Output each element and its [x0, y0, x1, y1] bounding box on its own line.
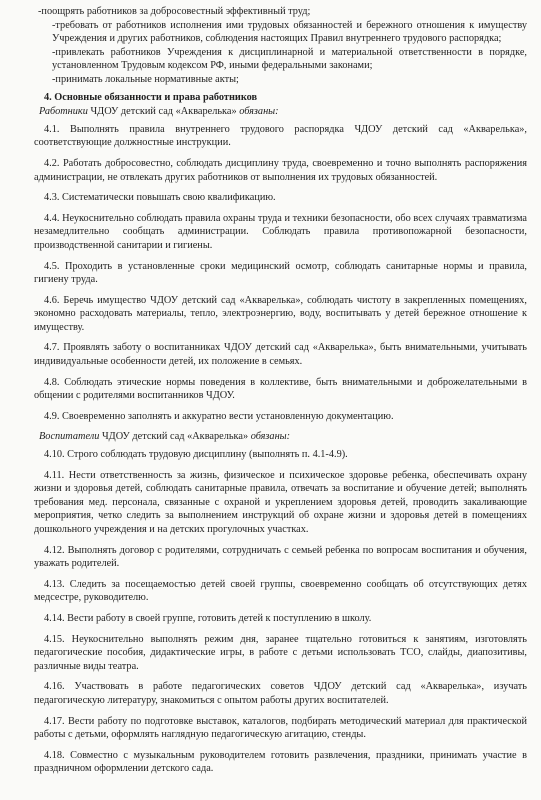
teachers-obliged: обязаны: [250, 431, 291, 443]
paragraph-4-17: 4.17. Вести работу по подготовке выставок, каталогов, подбирать методический материал для практической работы с детьми, оформлять наглядную педагогическую агитацию, стенды. [34, 715, 527, 741]
teachers-lead: Воспитатели [39, 431, 100, 443]
workers-subheading [34, 105, 527, 119]
paragraph-4-18: 4.18. Совместно с музыкальным руководителем готовить развлечения, праздники, принимать участие в праздничном оформлении детского сада. [34, 749, 527, 775]
paragraph-4-14: 4.14. Вести работу в своей группе, готовить детей к поступлению в школу. [44, 612, 372, 624]
intro-line: -требовать от работников исполнения ими трудовых обязанностей и бережного отношения к имуществу Учреждения и других работников, соблюдения настоящих Правил внутреннего трудового распорядка; [52, 19, 527, 45]
paragraph-4-12: 4.12. Выполнять договор с родителями, сотрудничать с семьей ребенка по вопросам воспитания и обучения, уважать родителей. [34, 544, 527, 570]
intro-line: -привлекать работников Учреждения к дисциплинарной и материальной ответственности в порядке, установленном Трудовым кодексом РФ, иными федеральными законами; [52, 46, 527, 72]
teachers-subheading [34, 430, 527, 444]
paragraph-4-16: 4.16. Участвовать в работе педагогических советов ЧДОУ детский сад «Акварелька», изучать педагогическую литературу, знакомиться с опытом работы других воспитателей. [34, 681, 527, 706]
paragraph-4-13: 4.13. Следить за посещаемостью детей своей группы, своевременно сообщать об отсутствующих детях медсестре, руководителю. [34, 578, 527, 604]
paragraph-4-5: 4.5. Проходить в установленные сроки медицинский осмотр, соблюдать санитарные нормы и правила, гигиену труда. [34, 260, 527, 286]
workers-lead: Работники [39, 106, 88, 118]
workers-obliged: обязаны: [239, 106, 279, 118]
section-title: 4. Основные обязанности и права работников [44, 91, 258, 103]
paragraph-4-6: 4.6. Беречь имущество ЧДОУ детский сад «Акварелька», соблюдать чистоту в закрепленных помещениях, экономно расходовать материалы, тепло, электроэнергию, воду, воспитывать у детей бережное отношение к имуществу. [34, 294, 527, 333]
paragraph-4-4: 4.4. Неукоснительно соблюдать правила охраны труда и техники безопасности, обо всех случаях травматизма незамедлительно сообщать администрации. Соблюдать правила противопожарной безопасности, производственной санитарии и гигиены. [34, 212, 527, 251]
teachers-org: ЧДОУ детский сад «Акварелька» [99, 431, 251, 443]
paragraph-4-3: 4.3. Систематически повышать свою квалификацию. [44, 192, 276, 204]
paragraph-4-1: 4.1. Выполнять правила внутреннего трудового распорядка ЧДОУ детский сад «Акварелька», соответствующие должностные инструкции. [34, 123, 527, 149]
paragraph-4-7: 4.7. Проявлять заботу о воспитанниках ЧДОУ детский сад «Акварелька», быть внимательными, учитывать индивидуальные особенности детей, их положение в семьях. [34, 342, 527, 368]
workers-org: ЧДОУ детский сад «Акварелька» [87, 106, 240, 118]
intro-line: -поощрять работников за добросовестный эффективный труд; [38, 6, 311, 17]
paragraph-4-8: 4.8. Соблюдать этические нормы поведения в коллективе, быть внимательными и доброжелательными в общении с родителями воспитанников ЧДОУ. [34, 376, 527, 402]
paragraph-4-10: 4.10. Строго соблюдать трудовую дисциплину (выполнять п. 4.1-4.9). [44, 449, 348, 461]
paragraph-4-2: 4.2. Работать добросовестно, соблюдать дисциплину труда, своевременно и точно выполнять распоряжения администрации, не отвлекать других работников от выполнения их трудовых обязанностей. [34, 157, 527, 183]
paragraph-4-11: 4.11. Нести ответственность за жизнь, физическое и психическое здоровье ребенка, обеспечивать охрану жизни и здоровья детей, соблюдать санитарные правила, отвечать за воспитание и обучение детей; выполнять требования мед. персонала, связанные с охраной и укреплением здоровья детей, проводить закаливающие мероприятия, четко следить за выполнением инструкций об охране жизни и здоровья детей в помещениях дошкольного учреждения и на детских прогулочных участках. [34, 469, 527, 535]
paragraph-4-9: 4.9. Своевременно заполнять и аккуратно вести установленную документацию. [44, 410, 394, 422]
paragraph-4-15: 4.15. Неукоснительно выполнять режим дня, заранее тщательно готовиться к занятиям, изготовлять педагогические пособия, дидактические игры, в работе с детьми использовать ТСО, слайды, диапозитивы, различные виды театра. [34, 633, 527, 672]
intro-line: -принимать локальные нормативные акты; [52, 73, 239, 85]
